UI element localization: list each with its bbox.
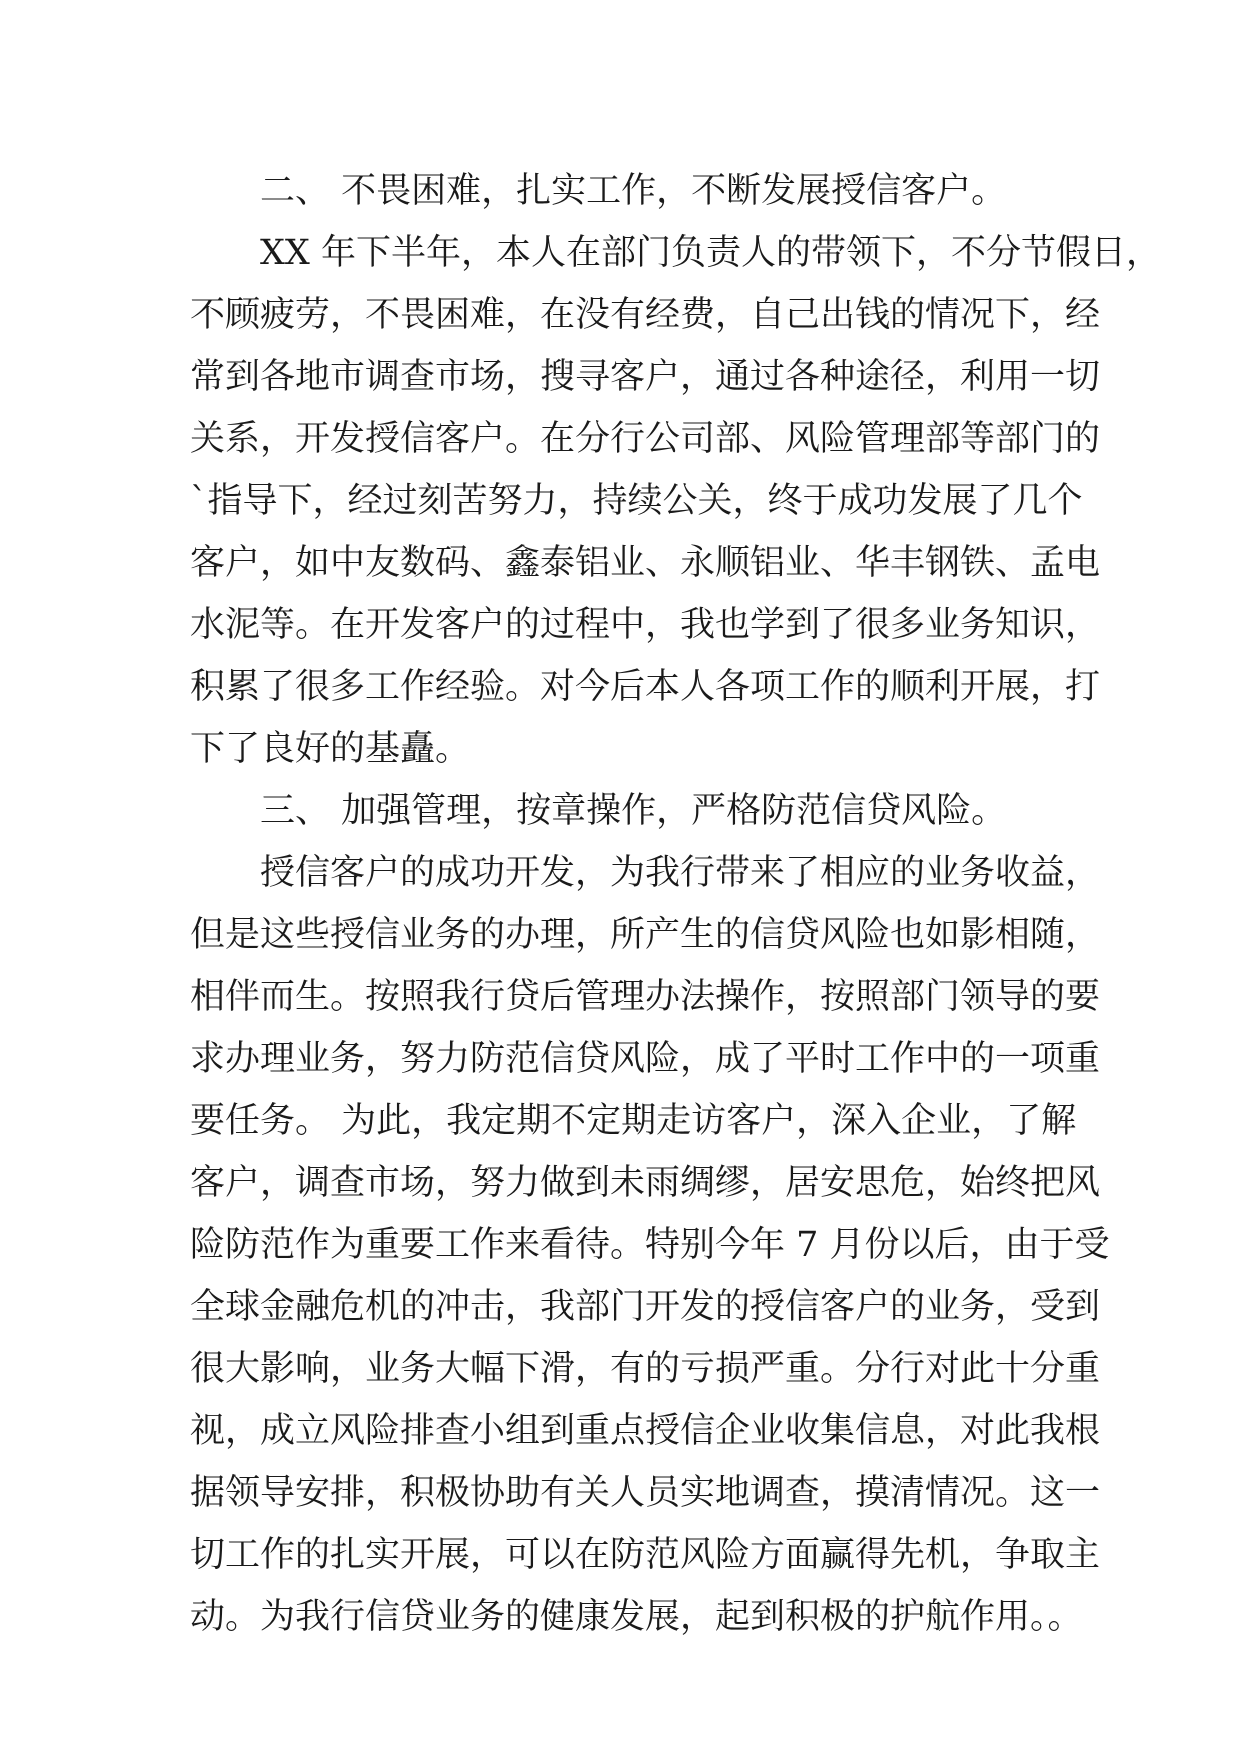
- paragraph-line: 求办理业务，努力防范信贷风险，成了平时工作中的一项重: [190, 1039, 1101, 1079]
- paragraph-line: XX 年下半年，本人在部门负责人的带领下，不分节假日，: [260, 233, 1161, 273]
- document-body: [190, 160, 1161, 1648]
- paragraph-line: 关系，开发授信客户。在分行公司部、风险管理部等部门的: [190, 419, 1101, 459]
- paragraph-line: 水泥等。在开发客户的过程中，我也学到了很多业务知识，: [190, 605, 1101, 645]
- paragraph-line: 但是这些授信业务的办理，所产生的信贷风险也如影相随，: [190, 915, 1101, 955]
- paragraph-line: 动。为我行信贷业务的健康发展，起到积极的护航作用。。: [190, 1597, 1083, 1637]
- paragraph-line: 不顾疲劳，不畏困难，在没有经费，自己出钱的情况下，经: [190, 295, 1101, 335]
- paragraph-line: 下了良好的基矗。: [190, 729, 471, 769]
- paragraph-line: 切工作的扎实开展，可以在防范风险方面赢得先机，争取主: [190, 1535, 1101, 1575]
- section-heading: 二、 不畏困难，扎实工作，不断发展授信客户。: [260, 171, 1007, 211]
- paragraph-line: 客户，如中友数码、鑫泰铝业、永顺铝业、华丰钢铁、孟电: [190, 543, 1101, 583]
- paragraph-line: 客户，调查市场，努力做到未雨绸缪，居安思危，始终把风: [190, 1163, 1101, 1203]
- paragraph-line: 要任务。 为此，我定期不定期走访客户，深入企业，了解: [190, 1101, 1077, 1141]
- paragraph-line: `指导下，经过刻苦努力，持续公关，终于成功发展了几个: [190, 481, 1083, 521]
- paragraph-line: 全球金融危机的冲击，我部门开发的授信客户的业务，受到: [190, 1287, 1101, 1327]
- paragraph-line: 视，成立风险排查小组到重点授信企业收集信息，对此我根: [190, 1411, 1101, 1451]
- paragraph-line: 相伴而生。按照我行贷后管理办法操作，按照部门领导的要: [190, 977, 1101, 1017]
- section-heading: 三、 加强管理，按章操作，严格防范信贷风险。: [260, 791, 1007, 831]
- paragraph-line: 险防范作为重要工作来看待。特别今年 7 月份以后，由于受: [190, 1225, 1110, 1265]
- paragraph-line: 很大影响，业务大幅下滑，有的亏损严重。分行对此十分重: [190, 1349, 1101, 1389]
- paragraph-line: 常到各地市调查市场，搜寻客户，通过各种途径，利用一切: [190, 357, 1101, 397]
- paragraph-line: 据领导安排，积极协助有关人员实地调查，摸清情况。这一: [190, 1473, 1101, 1513]
- paragraph-line: 授信客户的成功开发，为我行带来了相应的业务收益，: [260, 853, 1101, 893]
- paragraph-line: 积累了很多工作经验。对今后本人各项工作的顺利开展，打: [190, 667, 1101, 707]
